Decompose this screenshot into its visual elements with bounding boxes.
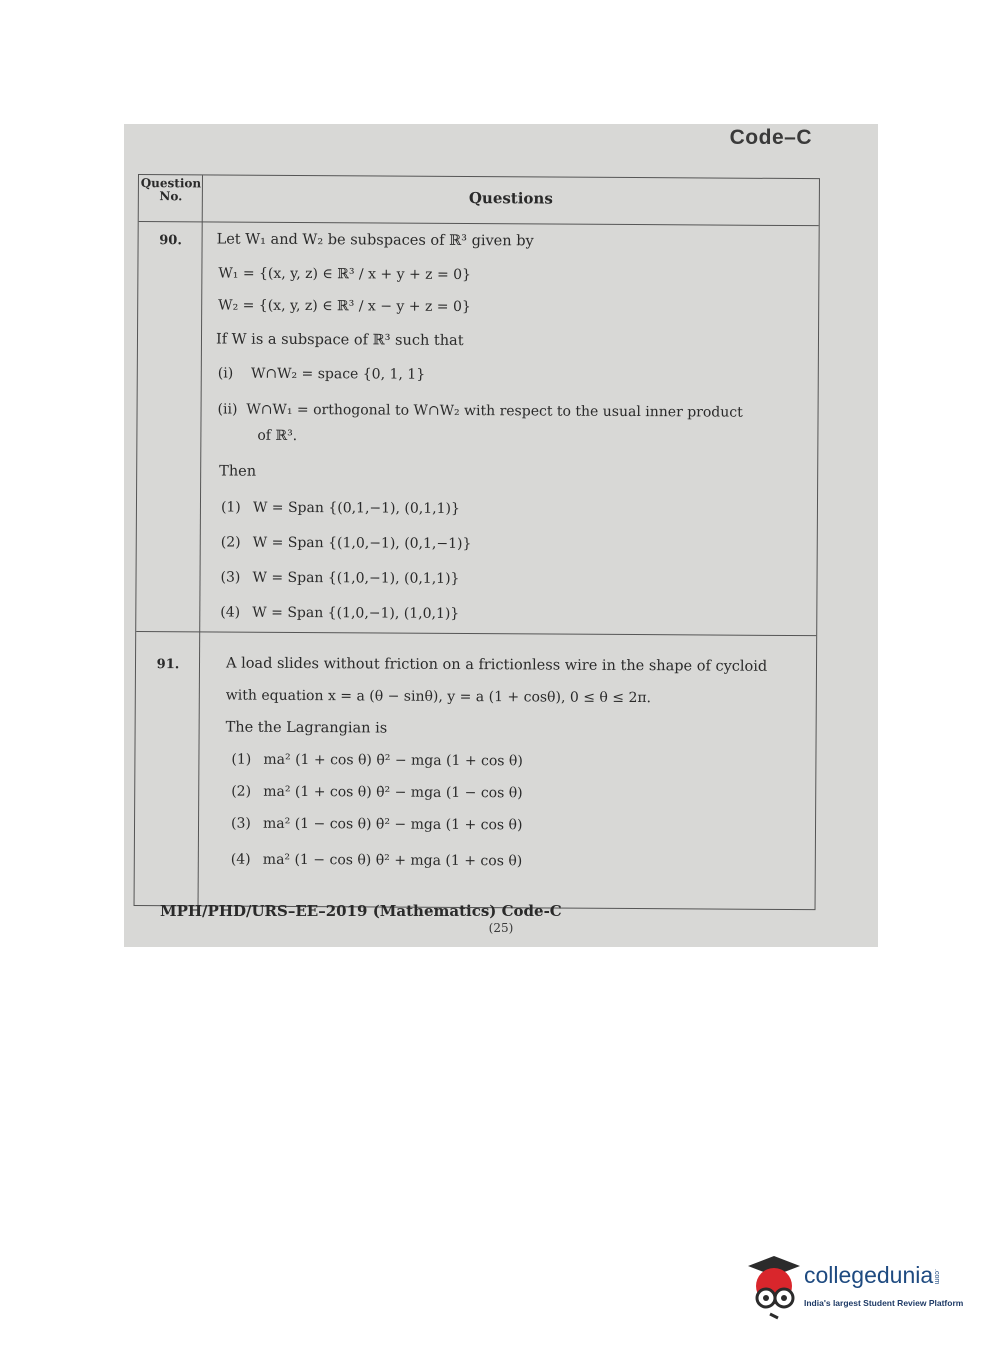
q90-line: Let W₁ and W₂ be subspaces of ℝ³ given by	[216, 231, 534, 250]
q90-line: (i) W∩W₂ = space {0, 1, 1}	[217, 365, 426, 383]
option-number: (3)	[220, 569, 241, 586]
scanned-page	[124, 124, 878, 947]
option-text: W = Span {(1,0,−1), (0,1,−1)}	[252, 534, 472, 553]
option-number: (4)	[220, 604, 241, 621]
q91-option	[231, 784, 523, 802]
option-text: W = Span {(0,1,−1), (0,1,1)}	[252, 499, 460, 517]
option-text: ma² (1 − cos θ) θ̇² − mga (1 + cos θ)	[262, 815, 523, 834]
collegedunia-logo	[744, 1252, 984, 1322]
q90-option	[221, 500, 460, 517]
question-number-90: 90.	[159, 233, 182, 249]
question-table	[134, 174, 820, 910]
logo-name-text: collegedunia	[804, 1262, 934, 1288]
q90-line: (ii) W∩W₁ = orthogonal to W∩W₂ with respect to the usual inner product	[217, 401, 743, 421]
option-number: (2)	[220, 534, 241, 551]
column-divider	[198, 175, 203, 905]
mascot-icon	[744, 1252, 802, 1322]
q91-option	[231, 816, 523, 834]
option-number: (3)	[230, 815, 251, 832]
option-number: (1)	[231, 751, 252, 768]
option-text: ma² (1 + cos θ) θ̇² − mga (1 − cos θ)	[263, 783, 523, 802]
q91-option	[231, 752, 523, 770]
option-number: (1)	[220, 499, 241, 516]
option-text: ma² (1 + cos θ) θ̇² − mga (1 + cos θ)	[263, 751, 523, 770]
q91-line: A load slides without friction on a frictionless wire in the shape of cycloid	[225, 655, 768, 675]
table-header	[139, 175, 819, 226]
q91-line: with equation x = a (θ − sinθ), y = a (1 + cosθ), 0 ≤ θ ≤ 2π.	[225, 687, 652, 707]
header-questions: Questions	[468, 189, 553, 208]
page-number: (25)	[488, 921, 514, 935]
q91-option	[231, 852, 523, 870]
logo-tagline: India's largest Student Review Platform	[804, 1298, 964, 1308]
option-text: W = Span {(1,0,−1), (1,0,1)}	[252, 604, 460, 622]
exam-footer: MPH/PHD/URS–EE–2019 (Mathematics) Code-C	[160, 902, 562, 920]
option-text: W = Span {(1,0,−1), (0,1,1)}	[252, 569, 460, 587]
option-number: (2)	[231, 783, 252, 800]
paper-code: Code–C	[729, 126, 812, 149]
q90-option	[221, 535, 472, 553]
q90-option	[220, 605, 459, 622]
q90-line: Then	[219, 463, 257, 480]
logo-wordmark	[804, 1262, 940, 1289]
q90-line: W₂ = {(x, y, z) ∈ ℝ³ / x − y + z = 0}	[218, 297, 471, 316]
q90-option	[220, 570, 459, 587]
option-text: ma² (1 − cos θ) θ̇² + mga (1 + cos θ)	[262, 851, 523, 870]
q91-line: The the Lagrangian is	[225, 719, 388, 737]
q90-line: If W is a subspace of ℝ³ such that	[215, 331, 464, 349]
header-question-no: Question No.	[140, 176, 202, 204]
question-number-91: 91.	[156, 657, 180, 673]
logo-suffix: .com	[933, 1269, 941, 1285]
row-separator	[136, 631, 816, 636]
q90-line: of ℝ³.	[257, 427, 298, 444]
option-number: (4)	[230, 851, 251, 868]
q90-line: W₁ = {(x, y, z) ∈ ℝ³ / x + y + z = 0}	[218, 265, 472, 284]
